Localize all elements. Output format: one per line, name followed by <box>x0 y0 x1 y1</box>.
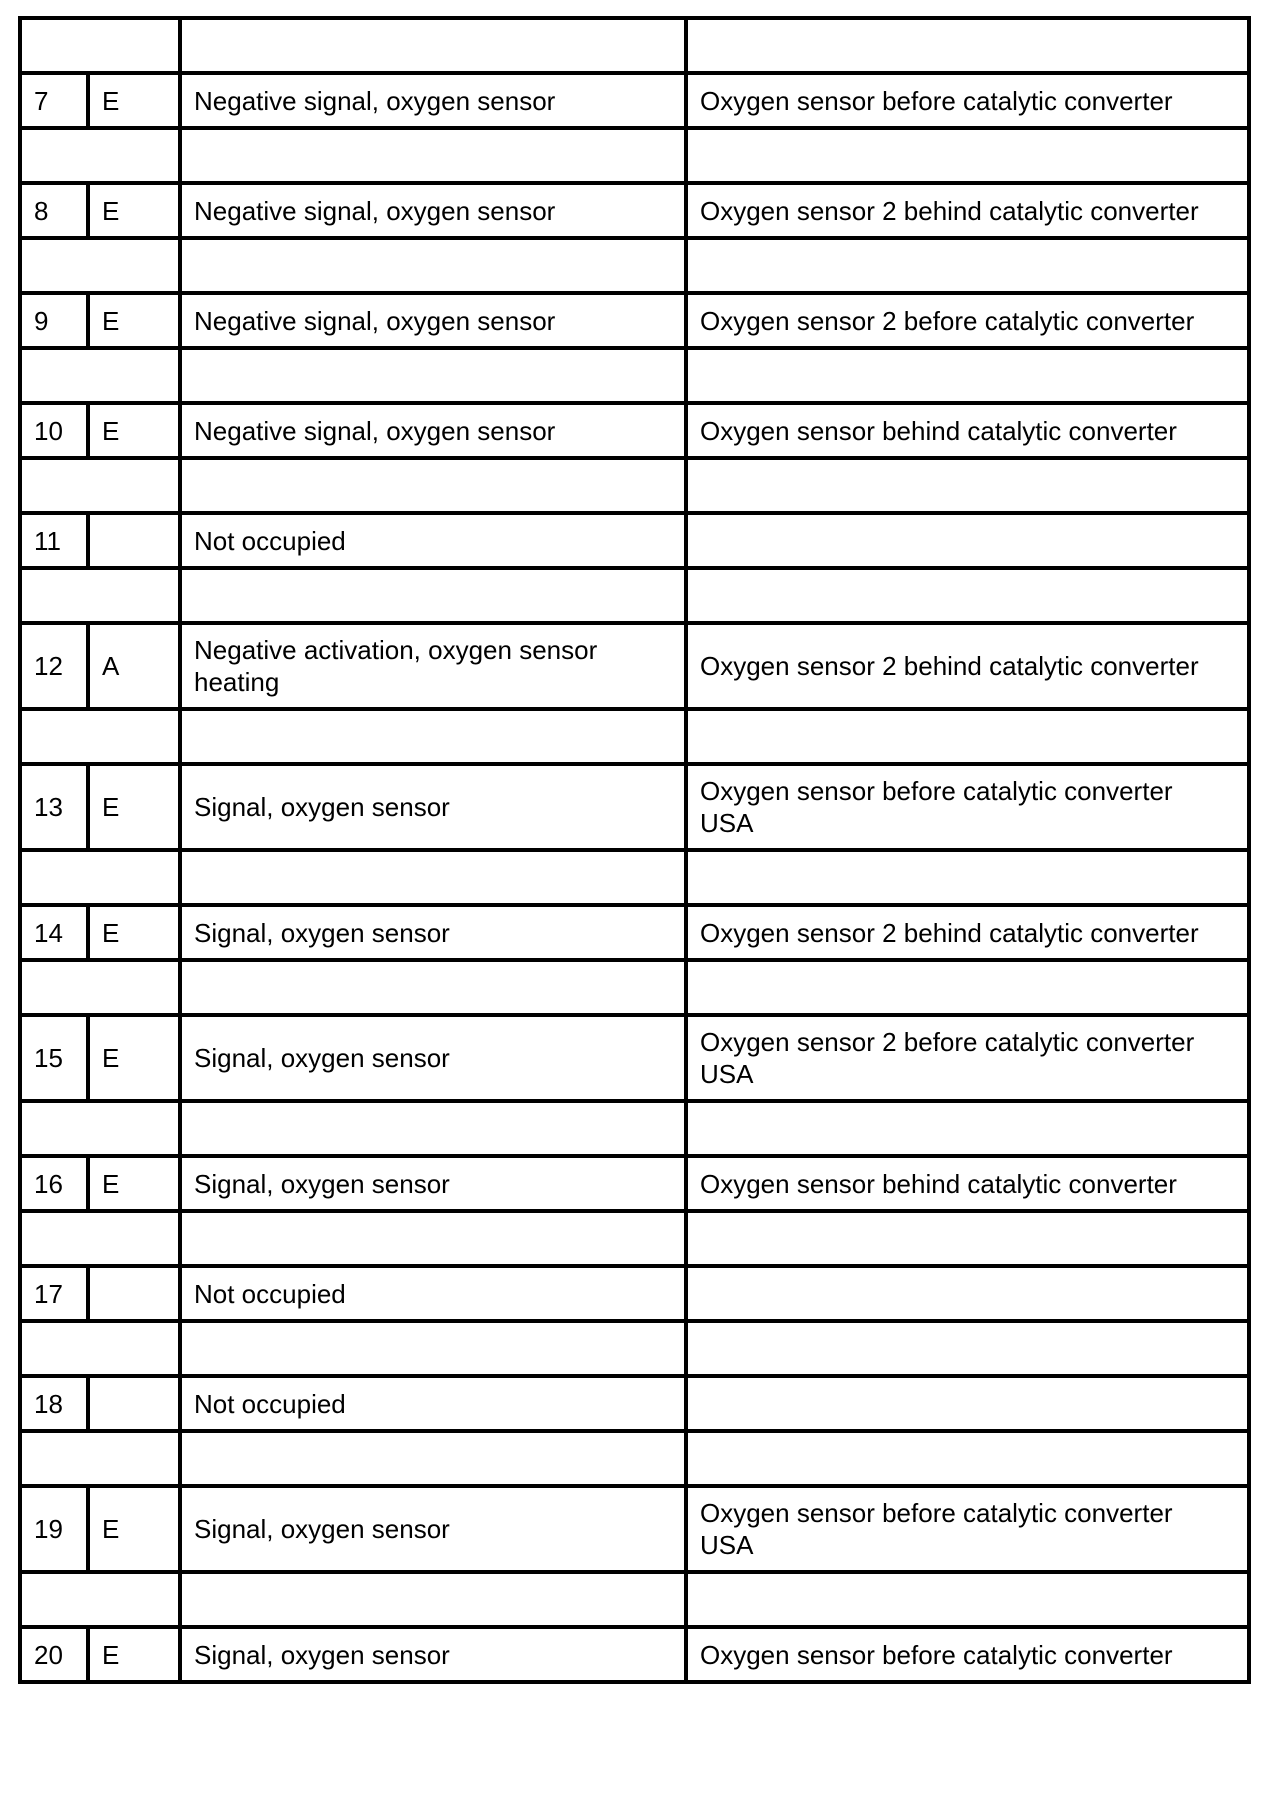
description-cell: Signal, oxygen sensor <box>180 1627 686 1682</box>
spacer-cell-component <box>686 1211 1249 1266</box>
spacer-cell-description <box>180 18 686 73</box>
pin-number-cell: 7 <box>20 73 88 128</box>
description-cell: Negative signal, oxygen sensor <box>180 403 686 458</box>
description-cell: Not occupied <box>180 513 686 568</box>
spacer-cell-component <box>686 128 1249 183</box>
component-cell <box>686 1376 1249 1431</box>
signal-type-cell: E <box>88 1156 180 1211</box>
spacer-cell-pin <box>20 850 180 905</box>
description-cell: Signal, oxygen sensor <box>180 1486 686 1572</box>
spacer-cell-description <box>180 1211 686 1266</box>
pin-number-cell: 8 <box>20 183 88 238</box>
spacer-row <box>20 1211 1249 1266</box>
spacer-cell-description <box>180 1101 686 1156</box>
spacer-cell-pin <box>20 1211 180 1266</box>
signal-type-cell: E <box>88 1627 180 1682</box>
spacer-row <box>20 960 1249 1015</box>
component-cell: Oxygen sensor before catalytic converter <box>686 73 1249 128</box>
signal-type-cell: A <box>88 623 180 709</box>
spacer-row <box>20 1572 1249 1627</box>
pin-number-cell: 13 <box>20 764 88 850</box>
spacer-cell-component <box>686 1431 1249 1486</box>
signal-type-cell: E <box>88 73 180 128</box>
table-row <box>20 73 1249 128</box>
signal-type-cell: E <box>88 293 180 348</box>
spacer-cell-description <box>180 1431 686 1486</box>
table-row <box>20 1486 1249 1572</box>
spacer-row <box>20 1321 1249 1376</box>
spacer-cell-pin <box>20 960 180 1015</box>
signal-type-cell: E <box>88 183 180 238</box>
spacer-cell-description <box>180 850 686 905</box>
table-row <box>20 293 1249 348</box>
spacer-cell-pin <box>20 458 180 513</box>
description-cell: Not occupied <box>180 1376 686 1431</box>
description-cell: Negative activation, oxygen sensor heating <box>180 623 686 709</box>
spacer-row <box>20 850 1249 905</box>
spacer-cell-description <box>180 348 686 403</box>
signal-type-cell <box>88 1266 180 1321</box>
table-row <box>20 1015 1249 1101</box>
table-row <box>20 1266 1249 1321</box>
pin-table-body <box>20 18 1249 1682</box>
spacer-row <box>20 458 1249 513</box>
component-cell: Oxygen sensor 2 behind catalytic converter <box>686 905 1249 960</box>
spacer-cell-description <box>180 1321 686 1376</box>
spacer-cell-component <box>686 18 1249 73</box>
component-cell: Oxygen sensor 2 before catalytic converter USA <box>686 1015 1249 1101</box>
signal-type-cell <box>88 513 180 568</box>
table-row <box>20 513 1249 568</box>
spacer-cell-description <box>180 568 686 623</box>
component-cell: Oxygen sensor behind catalytic converter <box>686 403 1249 458</box>
pin-number-cell: 12 <box>20 623 88 709</box>
pin-number-cell: 10 <box>20 403 88 458</box>
pin-number-cell: 14 <box>20 905 88 960</box>
spacer-cell-component <box>686 850 1249 905</box>
pin-number-cell: 15 <box>20 1015 88 1101</box>
spacer-cell-pin <box>20 128 180 183</box>
spacer-cell-description <box>180 960 686 1015</box>
spacer-cell-description <box>180 128 686 183</box>
signal-type-cell <box>88 1376 180 1431</box>
table-row <box>20 403 1249 458</box>
table-row <box>20 623 1249 709</box>
spacer-cell-pin <box>20 1321 180 1376</box>
spacer-cell-pin <box>20 568 180 623</box>
description-cell: Signal, oxygen sensor <box>180 905 686 960</box>
description-cell: Negative signal, oxygen sensor <box>180 73 686 128</box>
component-cell: Oxygen sensor before catalytic converter USA <box>686 764 1249 850</box>
spacer-cell-component <box>686 960 1249 1015</box>
description-cell: Signal, oxygen sensor <box>180 1156 686 1211</box>
pin-number-cell: 16 <box>20 1156 88 1211</box>
spacer-row <box>20 238 1249 293</box>
table-row <box>20 1627 1249 1682</box>
description-cell: Signal, oxygen sensor <box>180 764 686 850</box>
spacer-cell-description <box>180 238 686 293</box>
table-row <box>20 1156 1249 1211</box>
spacer-cell-pin <box>20 709 180 764</box>
spacer-cell-pin <box>20 1101 180 1156</box>
spacer-cell-description <box>180 458 686 513</box>
spacer-cell-pin <box>20 1431 180 1486</box>
table-row <box>20 1376 1249 1431</box>
pin-number-cell: 17 <box>20 1266 88 1321</box>
spacer-row <box>20 348 1249 403</box>
spacer-cell-component <box>686 1572 1249 1627</box>
spacer-cell-component <box>686 568 1249 623</box>
signal-type-cell: E <box>88 905 180 960</box>
pin-number-cell: 19 <box>20 1486 88 1572</box>
spacer-cell-pin <box>20 238 180 293</box>
spacer-row <box>20 128 1249 183</box>
signal-type-cell: E <box>88 1015 180 1101</box>
spacer-row <box>20 1101 1249 1156</box>
spacer-cell-pin <box>20 1572 180 1627</box>
spacer-row <box>20 1431 1249 1486</box>
spacer-cell-component <box>686 348 1249 403</box>
component-cell: Oxygen sensor behind catalytic converter <box>686 1156 1249 1211</box>
table-row <box>20 183 1249 238</box>
spacer-cell-component <box>686 458 1249 513</box>
spacer-cell-description <box>180 1572 686 1627</box>
spacer-row <box>20 18 1249 73</box>
pin-number-cell: 18 <box>20 1376 88 1431</box>
description-cell: Negative signal, oxygen sensor <box>180 293 686 348</box>
spacer-cell-component <box>686 709 1249 764</box>
spacer-row <box>20 709 1249 764</box>
spacer-cell-pin <box>20 348 180 403</box>
pin-number-cell: 9 <box>20 293 88 348</box>
description-cell: Negative signal, oxygen sensor <box>180 183 686 238</box>
pin-number-cell: 20 <box>20 1627 88 1682</box>
spacer-cell-component <box>686 238 1249 293</box>
component-cell: Oxygen sensor 2 behind catalytic converter <box>686 623 1249 709</box>
signal-type-cell: E <box>88 403 180 458</box>
description-cell: Not occupied <box>180 1266 686 1321</box>
pin-number-cell: 11 <box>20 513 88 568</box>
component-cell <box>686 1266 1249 1321</box>
table-row <box>20 905 1249 960</box>
spacer-row <box>20 568 1249 623</box>
component-cell: Oxygen sensor 2 behind catalytic converter <box>686 183 1249 238</box>
pin-assignment-table <box>18 16 1251 1684</box>
component-cell <box>686 513 1249 568</box>
component-cell: Oxygen sensor before catalytic converter <box>686 1627 1249 1682</box>
table-row <box>20 764 1249 850</box>
signal-type-cell: E <box>88 1486 180 1572</box>
spacer-cell-component <box>686 1321 1249 1376</box>
spacer-cell-description <box>180 709 686 764</box>
component-cell: Oxygen sensor before catalytic converter USA <box>686 1486 1249 1572</box>
component-cell: Oxygen sensor 2 before catalytic converter <box>686 293 1249 348</box>
signal-type-cell: E <box>88 764 180 850</box>
spacer-cell-component <box>686 1101 1249 1156</box>
spacer-cell-pin <box>20 18 180 73</box>
description-cell: Signal, oxygen sensor <box>180 1015 686 1101</box>
